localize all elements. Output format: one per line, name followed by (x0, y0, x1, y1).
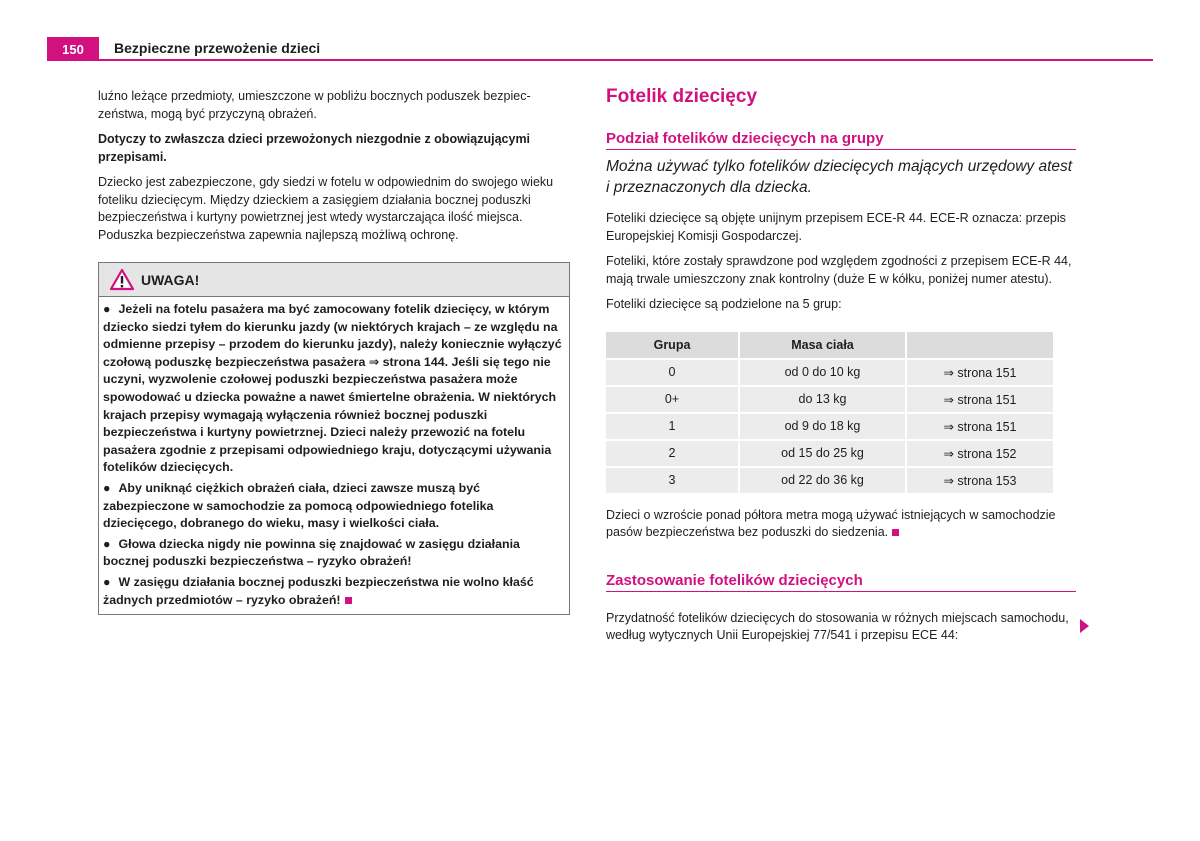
table-row (606, 359, 1054, 386)
paragraph: Foteliki, które zostały sprawdzone pod względem zgodności z przepisem ECE-R 44, mają trwale umieszczony znak kontrolny (duże E w kółku, poniżej numer atestu). (606, 254, 1072, 286)
right-column (606, 86, 1076, 653)
bullet: ● (103, 574, 111, 589)
header-rule (47, 59, 1153, 61)
end-of-section-marker (345, 597, 352, 604)
page-reference-link[interactable]: ⇒ strona 151 (906, 413, 1054, 440)
table-cell: od 22 do 36 kg (739, 467, 906, 493)
warning-triangle-icon (109, 268, 135, 291)
paragraph: Dziecko jest zabezpieczone, gdy siedzi w fotelu w odpowiednim do swojego wieku foteliku dziecięcym. Między dzieckiem a zasięgiem działania bocznej poduszki bezpieczeństwa i kurtyny powietrznej jest wtedy wystarczająca ilość miejsca. Poduszka bezpieczeństwa zapewnia najlepszą możliwą ochronę. (98, 175, 554, 242)
warning-item: ● Jeżeli na fotelu pasażera ma być zamocowany fotelik dziecięcy, w którym dziecko siedzi tyłem do kierunku jazdy (w niektórych krajach – ze względu na odmienne przepisy – przodem do kierunku jazdy), należy koniecznie wyłączyć czołową poduszkę bezpieczeństwa pasażera ⇒ strona 144. Jeśli się tego nie uczyni, wyzwolenie czołowej poduszki bezpieczeństwa pasażera może spowodować u dziecka poważne a nawet śmiertelne obrażenia. W niektórych krajach przepisy wymagają wyłączenia również bocznej poduszki bezpieczeństwa i kurtyny powietrznej. Dzieci należy przewozić na fotelu pasażera zgodnie z przepisami odpowiedniego kraju, dotyczącymi używania fotelików dziecięcych. (103, 302, 562, 475)
table-cell: 1 (606, 413, 739, 440)
bullet: ● (103, 302, 111, 316)
table-header-row (606, 332, 1054, 359)
table-cell: 3 (606, 467, 739, 493)
warning-box (98, 262, 570, 615)
table-row (606, 440, 1054, 467)
paragraph: luźno leżące przedmioty, umieszczone w pobliżu bocznych poduszek bezpiec- zeństwa, mogą być przyczyną obrażeń. (98, 89, 531, 121)
paragraph: Foteliki dziecięce są podzielone na 5 grup: (606, 297, 842, 311)
table-row (606, 467, 1054, 493)
child-seat-groups-table (606, 332, 1055, 493)
warning-item: ● W zasięgu działania bocznej poduszki bezpieczeństwa nie wolno kłaść żadnych przedmiotów – ryzyko obrażeń! (103, 574, 534, 607)
table-header-cell: Masa ciała (739, 332, 906, 359)
end-of-section-marker (892, 529, 899, 536)
paragraph-bold: Dotyczy to zwłaszcza dzieci przewożonych niezgodnie z obowiązującymi przepisami. (98, 132, 531, 164)
table-cell: 0 (606, 359, 739, 386)
warning-item: ● Głowa dziecka nigdy nie powinna się znajdować w zasięgu działania bocznej poduszki bezpieczeństwa – ryzyko obrażeń! (103, 536, 520, 569)
paragraph: Dzieci o wzroście ponad półtora metra mogą używać istniejących w samochodzie pasów bezpieczeństwa bez poduszki do siedzenia. (606, 507, 1056, 539)
table-cell: od 9 do 18 kg (739, 413, 906, 440)
table-header-cell (906, 332, 1054, 359)
table-header-cell: Grupa (606, 332, 739, 359)
chapter-title: Bezpieczne przewożenie dzieci (114, 40, 321, 56)
lead-paragraph: Można używać tylko fotelików dziecięcych mających urzędowy atest i przeznaczonych dla dziecka. (606, 158, 1073, 196)
table-row (606, 413, 1054, 440)
continue-arrow-icon (1080, 619, 1089, 633)
warning-body (99, 297, 569, 614)
page-reference-link[interactable]: ⇒ strona 152 (906, 440, 1054, 467)
bullet: ● (103, 536, 111, 551)
warning-header (99, 263, 569, 297)
warning-item: ● Aby uniknąć ciężkich obrażeń ciała, dzieci zawsze muszą być zabezpieczone w samochodzie za pomocą odpowiedniego fotelika dziecięcego, dobranego do wieku, masy i wielkości ciała. (103, 480, 494, 531)
left-column (98, 88, 568, 615)
paragraph: Foteliki dziecięce są objęte unijnym przepisem ECE-R 44. ECE-R oznacza: przepis Europejskiej Komisji Gospodarczej. (606, 211, 1066, 243)
table-row (606, 386, 1054, 413)
subsection-title: Zastosowanie fotelików dziecięcych (606, 572, 1076, 592)
table-cell: do 13 kg (739, 386, 906, 413)
table-cell: od 15 do 25 kg (739, 440, 906, 467)
table-cell: 0+ (606, 386, 739, 413)
page-reference-link[interactable]: ⇒ strona 151 (906, 359, 1054, 386)
bullet: ● (103, 480, 111, 495)
table-cell: 2 (606, 440, 739, 467)
table-cell: od 0 do 10 kg (739, 359, 906, 386)
warning-title: UWAGA! (141, 271, 200, 288)
page-reference-link[interactable]: ⇒ strona 153 (906, 467, 1054, 493)
subsection-title: Podział fotelików dziecięcych na grupy (606, 130, 1076, 150)
page-number: 150 (47, 37, 99, 61)
page-reference-link[interactable]: ⇒ strona 151 (906, 386, 1054, 413)
section-title: Fotelik dziecięcy (606, 86, 758, 107)
paragraph: Przydatność fotelików dziecięcych do stosowania w różnych miejscach samochodu, według wytycznych Unii Europejskiej 77/541 i przepisu ECE 44: (606, 610, 1069, 642)
